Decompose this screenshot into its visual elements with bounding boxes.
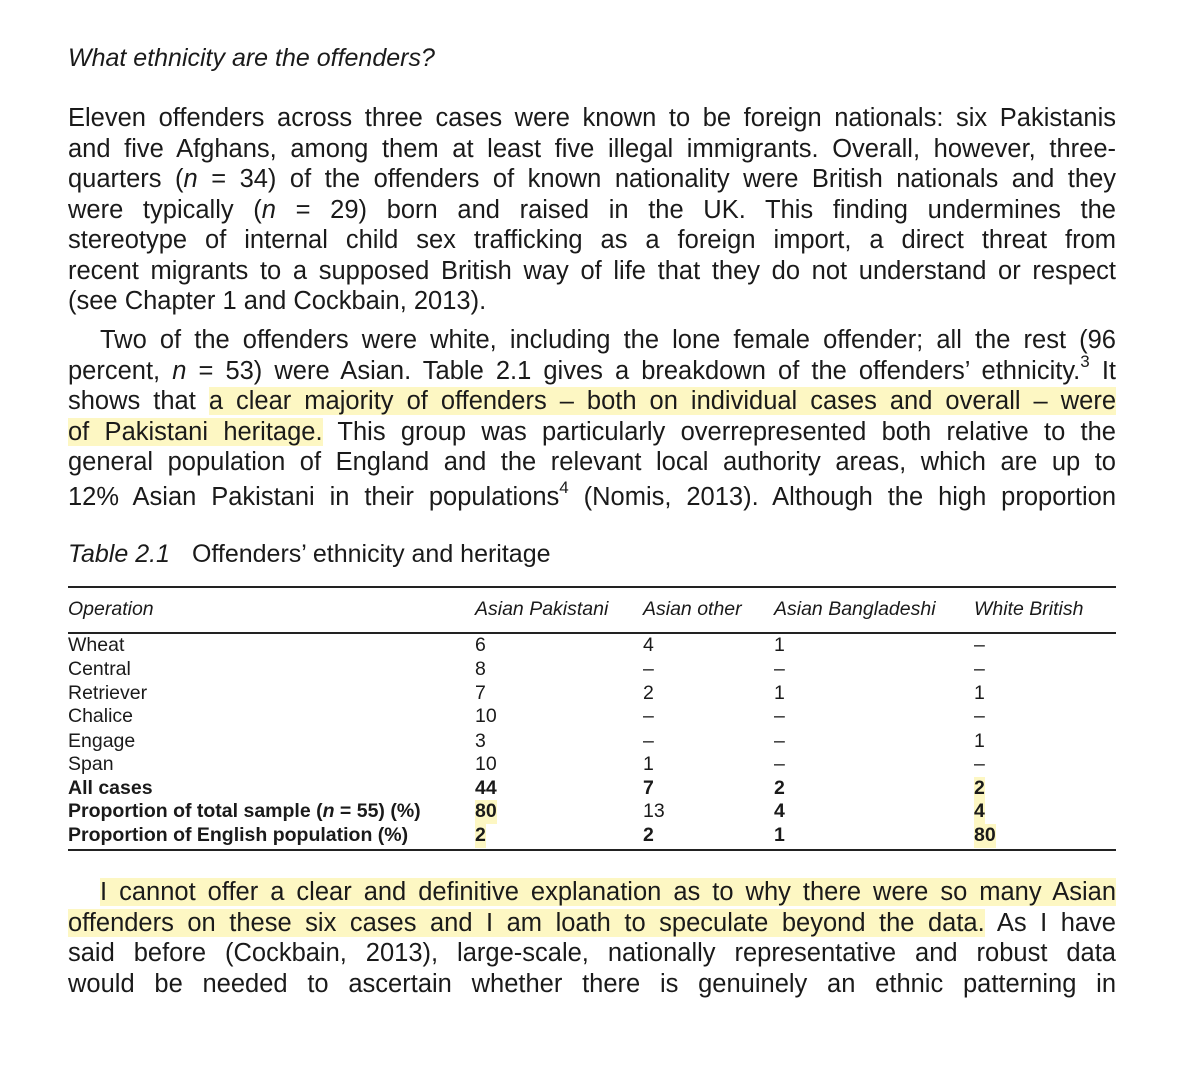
table-cell: – [974,753,985,775]
paragraph-line: stereotype of internal child sex trafficking as a foreign import, a direct threat from [68,226,1116,254]
paragraph-2 [68,325,1116,512]
table-cell: 1 [774,824,785,846]
paragraph-1 [68,103,1116,317]
line-text: percent, n = 53) were Asian. Table 2.1 gives a breakdown of the offenders’ ethnicity. [68,356,1081,385]
table-cell: 2 [974,777,985,799]
line-text: 12% Asian Pakistani in their populations [68,482,560,511]
table-cell: 7 [643,777,654,799]
row-label: Chalice [68,705,134,727]
paragraph-line [68,352,1116,387]
paragraph-line: would be needed to ascertain whether there is genuinely an ethnic patterning in [68,969,1116,998]
table-cell: 1 [643,753,654,775]
table-cell: 44 [475,777,497,799]
paragraph-line: recent migrants to a supposed British way of life that they do not understand or respect [68,256,1116,285]
table-cell: 4 [643,634,654,656]
row-label: Engage [68,730,136,752]
table-cell: 10 [475,753,497,775]
paragraph-line [68,908,1116,939]
table-cell: – [643,705,654,727]
line-text: As I have [984,908,1116,937]
table-caption [68,540,551,569]
table-cell: 4 [774,800,785,822]
row-label: Retriever [68,682,148,704]
row-label [68,800,421,824]
table-cell: – [774,753,785,775]
column-header: Operation [68,598,154,620]
paragraph-3 [68,877,1116,999]
paragraph-line: general population of England and the relevant local authority areas, which are up to [68,448,1116,476]
label-n: n [322,800,335,822]
footnote-ref: 4 [559,478,569,497]
table-cell: 80 [475,800,497,822]
paragraph-line: quarters (n = 34) of the offenders of known nationality were British nationals and they [68,165,1117,193]
highlight: a clear majority of offenders – both on individual cases and overall – were [208,387,1116,415]
table-cell: – [974,658,985,680]
paragraph-line: and five Afghans, among them at least five illegal immigrants. Overall, however, three- [68,134,1116,163]
label-text: Proportion of total sample ( [68,800,323,822]
paragraph-line [68,877,1116,908]
line-text: It [1089,356,1116,385]
column-header: Asian Pakistani [475,598,609,620]
table-cell: 2 [643,682,654,704]
label-text: = 55) (%) [334,800,421,822]
paragraph-line: Eleven offenders across three cases were known to be foreign nationals: six Pakistanis [68,104,1116,132]
table-cell: 13 [643,800,665,822]
row-label: Central [68,658,131,680]
column-header: Asian Bangladeshi [774,598,936,620]
highlight: of Pakistani heritage. [68,417,323,446]
table-cell: – [643,730,654,752]
table-cell: 1 [974,682,985,704]
paragraph-line: said before (Cockbain, 2013), large-scale, nationally representative and robust data [68,939,1116,967]
column-header: Asian other [643,598,742,620]
highlight: offenders on these six cases and I am loath to speculate beyond the data. [68,908,985,937]
section-heading: What ethnicity are the offenders? [68,44,435,72]
table-cell: – [974,705,985,727]
table-cell: 80 [974,824,996,846]
table-cell: 8 [475,658,486,680]
footnote-ref: 3 [1080,352,1090,371]
paragraph-line: (see Chapter 1 and Cockbain, 2013). [68,287,487,315]
table-cell: 1 [774,682,785,704]
table-cell: 2 [774,777,785,799]
table-cell: – [774,658,785,680]
table-title: Offenders’ ethnicity and heritage [191,540,551,568]
row-label: Span [68,753,114,775]
table-cell: 1 [774,634,785,656]
column-header: White British [974,598,1084,620]
highlight: I cannot offer a clear and definitive explanation as to why there were so many Asian [100,878,1116,906]
paragraph-line [68,386,1116,417]
table-bottom-rule [68,849,1116,851]
paragraph-line: were typically (n = 29) born and raised in the UK. This finding undermines the [68,195,1116,224]
table-cell: 6 [475,634,486,656]
row-label: Wheat [68,634,125,656]
line-text: This group was particularly overrepresented both relative to the [322,417,1116,446]
paragraph-line [68,417,1116,448]
table-header-rule [68,632,1116,634]
row-label: All cases [68,777,153,799]
table-top-rule [68,586,1116,588]
row-label: Proportion of English population (%) [68,824,409,846]
table-cell: 7 [475,682,486,704]
line-text: shows that [68,387,209,415]
table-cell: – [974,634,985,656]
paragraph-line [68,478,1116,513]
table-cell: – [643,658,654,680]
table-cell: – [774,705,785,727]
table-cell: 1 [974,730,985,752]
table-cell: – [774,730,785,752]
table-cell: 2 [643,824,654,846]
table-number: Table 2.1 [68,540,170,568]
table-cell: 2 [475,824,486,846]
table-cell: 4 [974,800,985,822]
paragraph-line: Two of the offenders were white, including the lone female offender; all the rest (96 [100,326,1116,354]
table-cell: 10 [475,705,497,727]
line-text: (Nomis, 2013). Although the high proportion [568,482,1116,511]
table-cell: 3 [475,730,486,752]
